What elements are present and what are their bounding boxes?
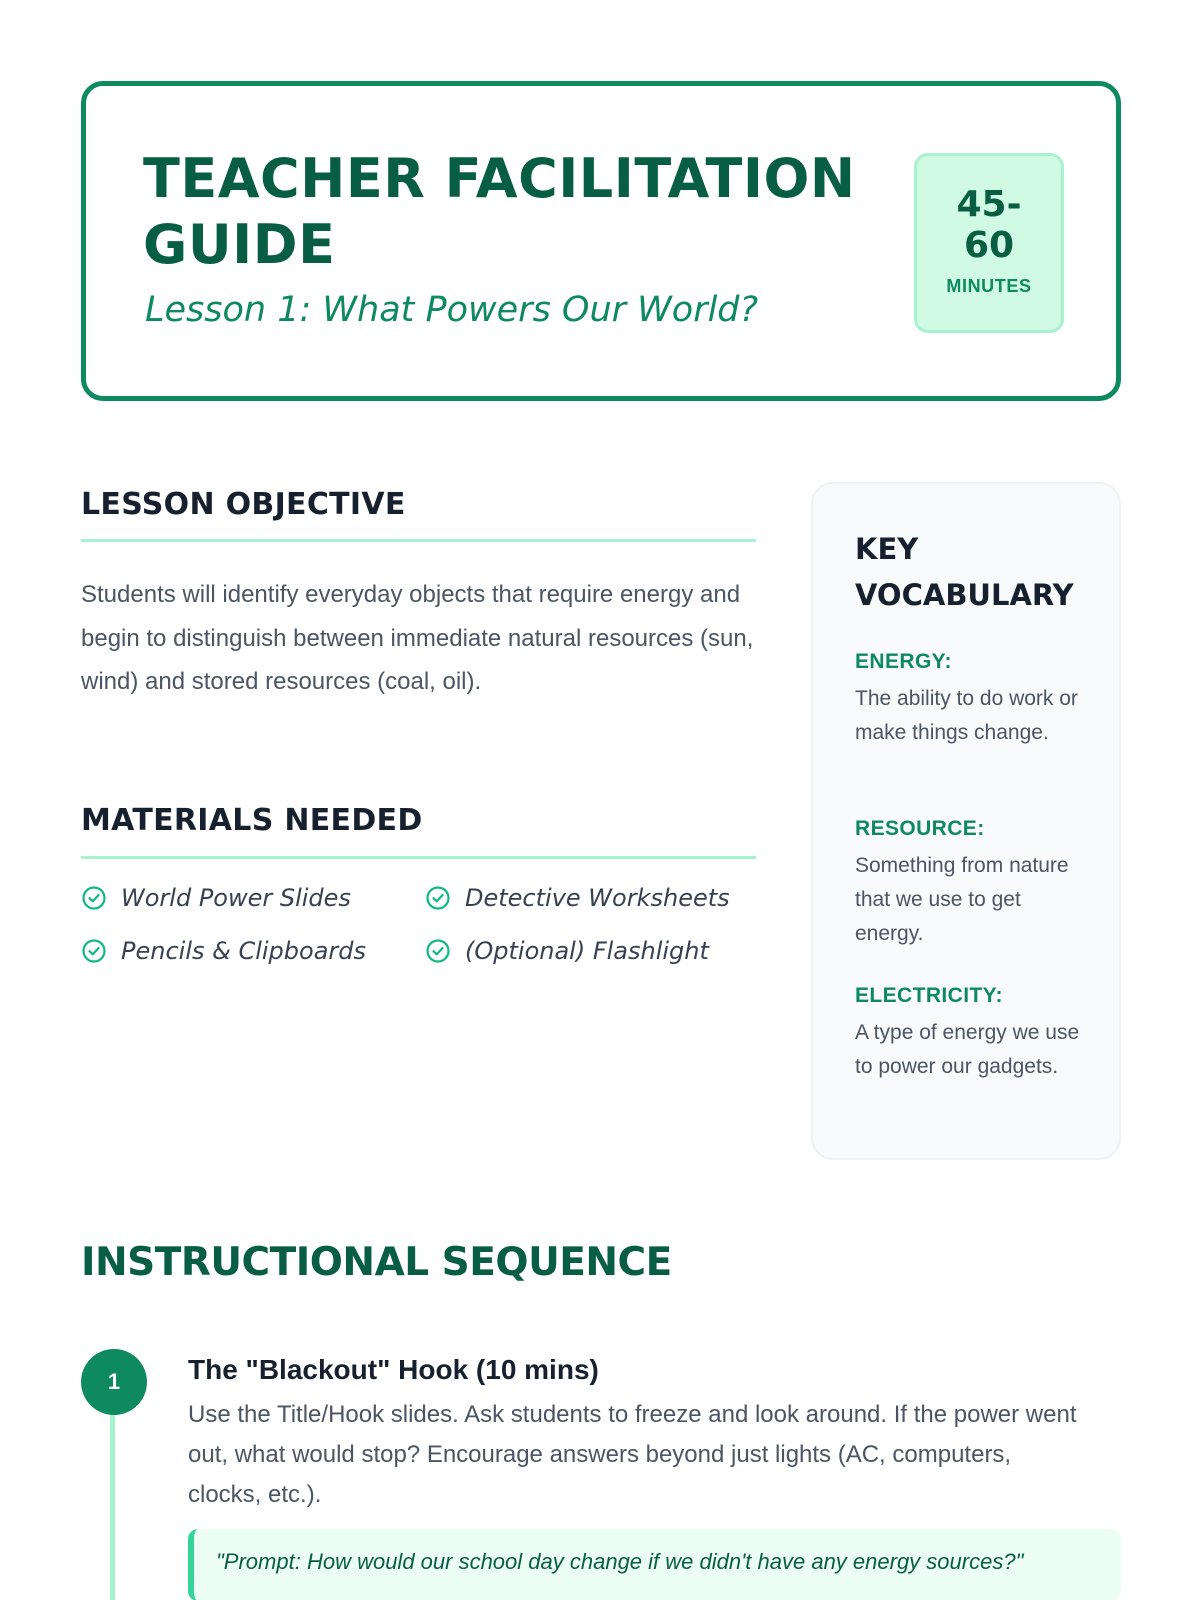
objective-text: Students will identify everyday objects that require energy and begin to distinguish between immediate natural resources (sun, wind) and stored resources (coal, oil).	[81, 581, 754, 695]
step-text: Use the Title/Hook slides. Ask students to freeze and look around. If the power went out, what would stop? Encourage answers beyond just lights (AC, computers, clocks, etc.).	[188, 1401, 1077, 1508]
page-title: TEACHER FACILITATION GUIDE	[143, 147, 856, 276]
check-circle-icon	[81, 885, 107, 911]
check-circle-icon	[81, 938, 107, 964]
vocabulary-definition: The ability to do work or make things change.	[855, 687, 1078, 744]
material-label: World Power Slides	[121, 884, 351, 912]
materials-heading: MATERIALS NEEDED	[81, 803, 423, 838]
list-item	[81, 884, 351, 912]
vocabulary-entry	[855, 650, 1090, 750]
materials-divider	[81, 856, 756, 859]
duration-badge	[914, 153, 1064, 333]
vocabulary-entry	[855, 984, 1090, 1084]
check-circle-icon	[425, 885, 451, 911]
vocabulary-definition: Something from nature that we use to get energy.	[855, 854, 1069, 945]
list-item	[425, 884, 730, 912]
vocabulary-term: RESOURCE:	[855, 817, 985, 840]
materials-list	[81, 884, 761, 994]
vocabulary-definition: A type of energy we use to power our gadgets.	[855, 1021, 1080, 1078]
list-item	[81, 937, 366, 965]
vocabulary-term: ELECTRICITY:	[855, 984, 1003, 1007]
step-number-badge: 1	[81, 1349, 147, 1415]
objective-heading: LESSON OBJECTIVE	[81, 487, 406, 522]
prompt-callout: "Prompt: How would our school day change if we didn't have any energy sources?"	[188, 1529, 1121, 1600]
material-label: Detective Worksheets	[465, 884, 730, 912]
timeline-line	[110, 1395, 115, 1600]
list-item	[425, 937, 709, 965]
step-title: The "Blackout" Hook (10 mins)	[188, 1354, 599, 1385]
vocabulary-heading: KEY VOCABULARY	[855, 532, 1074, 612]
duration-unit: MINUTES	[946, 276, 1032, 296]
lesson-subtitle: Lesson 1: What Powers Our World?	[145, 290, 759, 330]
material-label: (Optional) Flashlight	[465, 937, 709, 965]
objective-divider	[81, 539, 756, 542]
vocabulary-entry	[855, 817, 1090, 951]
material-label: Pencils & Clipboards	[121, 937, 367, 965]
vocabulary-term: ENERGY:	[855, 650, 952, 673]
check-circle-icon	[425, 938, 451, 964]
header-card	[81, 81, 1121, 401]
duration-value: 45-60	[956, 184, 1022, 266]
sequence-heading: INSTRUCTIONAL SEQUENCE	[81, 1240, 672, 1285]
vocabulary-card	[811, 482, 1121, 1160]
